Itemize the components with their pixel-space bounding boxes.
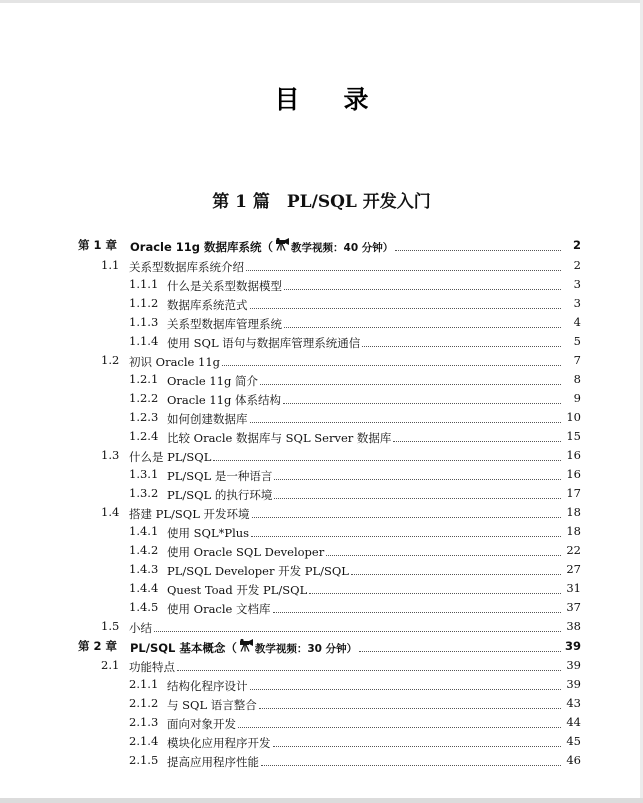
leader-dots	[351, 560, 561, 575]
toc-entry[interactable]	[0, 351, 643, 370]
toc-entry-page: 8	[573, 372, 581, 386]
toc-entry-title: 与 SQL 语言整合	[167, 698, 257, 712]
leader-dots	[259, 694, 561, 709]
toc-entry-page: 10	[566, 410, 581, 424]
toc-entry[interactable]	[0, 370, 643, 389]
leader-dots	[283, 389, 561, 404]
toc-entry-title: 模块化应用程序开发	[167, 736, 271, 750]
toc-entry[interactable]	[0, 675, 643, 694]
toc-entry[interactable]	[0, 503, 643, 522]
leader-dots	[274, 465, 561, 480]
toc-entry[interactable]	[0, 751, 643, 770]
leader-dots	[222, 351, 561, 366]
toc-entry-page: 16	[566, 448, 581, 462]
leader-dots	[395, 236, 561, 251]
toc-entry-number: 2.1.3	[129, 715, 159, 729]
toc-entry[interactable]	[0, 656, 643, 675]
toc-entry-page: 2	[572, 238, 581, 252]
leader-dots	[284, 313, 561, 328]
leader-dots	[251, 522, 561, 537]
toc-entry-title: 使用 Oracle 文档库	[167, 602, 271, 616]
toc-entry-page: 3	[573, 277, 581, 291]
toc-entry-page: 9	[573, 391, 581, 405]
toc-entry-page: 45	[566, 734, 581, 748]
toc-entry-title: 数据库系统范式	[167, 298, 248, 312]
toc-entry[interactable]	[0, 522, 643, 541]
toc-entry-title: PL/SQL 是一种语言	[167, 469, 273, 483]
leader-dots	[284, 275, 561, 290]
page-title-char-1: 目	[274, 85, 300, 114]
toc-entry-page: 38	[566, 619, 581, 633]
page-title-char-2: 录	[343, 85, 369, 114]
toc-entry-page: 4	[573, 315, 581, 329]
leader-dots	[393, 427, 561, 442]
leader-dots	[250, 294, 562, 309]
leader-dots	[154, 617, 561, 632]
toc-entry-video-note: 教学视频：30 分钟）	[254, 643, 358, 655]
toc-entry-page: 16	[566, 467, 581, 481]
leader-dots	[238, 713, 561, 728]
toc-entry-title: 什么是 PL/SQL	[129, 450, 212, 464]
toc-entry-number: 1.1	[101, 258, 120, 272]
toc-entry-number: 1.2.4	[129, 429, 159, 443]
toc-entry-video-note: 教学视频：40 分钟）	[291, 242, 394, 254]
toc-entry-title: 使用 Oracle SQL Developer	[167, 545, 325, 559]
toc-entry-page: 7	[573, 353, 581, 367]
leader-dots	[252, 503, 561, 518]
toc-entry[interactable]	[0, 332, 643, 351]
toc-entry-number: 1.3.1	[129, 467, 159, 481]
leader-dots	[362, 332, 561, 347]
toc-entry-number: 1.2.1	[129, 372, 159, 386]
toc-entry-number: 1.2.3	[129, 410, 159, 424]
toc-entry-title: Oracle 11g 简介	[167, 374, 259, 388]
toc-entry[interactable]	[0, 541, 643, 560]
toc-entry-number: 第 2 章	[78, 639, 118, 653]
toc-entry-number: 1.3.2	[129, 486, 159, 500]
toc-entry-title: 小结	[129, 621, 152, 635]
toc-entry-number: 1.3	[101, 448, 120, 462]
toc-entry[interactable]	[0, 465, 643, 484]
toc-entry[interactable]	[0, 484, 643, 503]
toc-entry-page: 27	[566, 562, 581, 576]
toc-entry-number: 1.1.4	[129, 334, 159, 348]
toc-entry[interactable]	[0, 256, 643, 275]
leader-dots	[250, 675, 562, 690]
page-top-edge	[0, 0, 643, 3]
toc-entry-number: 1.2	[101, 353, 120, 367]
toc-entry-page: 46	[566, 753, 581, 767]
toc-entry-number: 1.1.3	[129, 315, 159, 329]
toc-entry[interactable]	[0, 694, 643, 713]
toc-entry-page: 39	[566, 658, 581, 672]
toc-entry-title: PL/SQL 基本概念（	[130, 641, 237, 655]
toc-entry[interactable]	[0, 617, 643, 636]
part-title: 第 1 篇 PL/SQL 开发入门	[212, 192, 431, 212]
toc-entry-page: 3	[573, 296, 581, 310]
toc-entry[interactable]	[0, 637, 643, 656]
toc-entry-number: 2.1.4	[129, 734, 159, 748]
toc-entry-title: PL/SQL Developer 开发 PL/SQL	[167, 564, 349, 578]
toc-entry[interactable]	[0, 427, 643, 446]
toc-entry-page: 18	[566, 505, 581, 519]
toc-entry-number: 1.4.2	[129, 543, 159, 557]
toc-entry-page: 31	[566, 581, 581, 595]
toc-entry[interactable]	[0, 732, 643, 751]
toc-entry-number: 1.4.4	[129, 581, 159, 595]
toc-entry[interactable]	[0, 446, 643, 465]
toc-entry-number: 1.4.3	[129, 562, 159, 576]
toc-entry-title: 关系型数据库系统介绍	[129, 260, 244, 274]
toc-entry-page: 17	[566, 486, 581, 500]
toc-entry[interactable]	[0, 275, 643, 294]
leader-dots	[246, 256, 561, 271]
toc-entry-title: 使用 SQL 语句与数据库管理系统通信	[167, 336, 361, 350]
toc-entry-number: 1.1.1	[129, 277, 159, 291]
toc-entry-page: 5	[573, 334, 581, 348]
toc-entry[interactable]	[0, 408, 643, 427]
leader-dots	[260, 370, 561, 385]
toc-entry[interactable]	[0, 713, 643, 732]
toc-entry-page: 2	[573, 258, 581, 272]
toc-entry-number: 1.4.5	[129, 600, 159, 614]
toc-entry-title: 什么是关系型数据模型	[167, 279, 282, 293]
toc-entry-number: 2.1.5	[129, 753, 159, 767]
toc-entry-page: 39	[566, 677, 581, 691]
toc-entry-page: 44	[566, 715, 581, 729]
toc-entry-number: 1.4	[101, 505, 120, 519]
toc-entry[interactable]	[0, 579, 643, 598]
toc-entry-number: 2.1	[101, 658, 120, 672]
leader-dots	[250, 408, 562, 423]
toc-entry-number: 1.4.1	[129, 524, 159, 538]
toc-entry-title: Oracle 11g 数据库系统（	[130, 240, 274, 254]
toc-entry-title: 功能特点	[129, 660, 175, 674]
toc-entry-page: 43	[566, 696, 581, 710]
toc-entry-number: 1.2.2	[129, 391, 159, 405]
toc-entry-number: 1.1.2	[129, 296, 159, 310]
leader-dots	[326, 541, 561, 556]
leader-dots	[261, 751, 561, 766]
page-title	[0, 80, 643, 116]
toc-entry[interactable]	[0, 236, 643, 255]
leader-dots	[177, 656, 561, 671]
toc-entry-number: 2.1.1	[129, 677, 159, 691]
toc-entry-title: Quest Toad 开发 PL/SQL	[167, 583, 308, 597]
video-camera-icon	[274, 237, 290, 251]
toc-entry-number: 2.1.2	[129, 696, 159, 710]
toc-entry-title: 面向对象开发	[167, 717, 236, 731]
toc-entry-title: Oracle 11g 体系结构	[167, 393, 282, 407]
toc-entry-page: 15	[566, 429, 581, 443]
toc-entry-title: 比较 Oracle 数据库与 SQL Server 数据库	[167, 431, 392, 445]
toc-entry-title: 使用 SQL*Plus	[167, 526, 250, 540]
toc-entry-page: 37	[566, 600, 581, 614]
toc-entry-number: 1.5	[101, 619, 120, 633]
toc-entry-title: PL/SQL 的执行环境	[167, 488, 273, 502]
toc-entry-number: 第 1 章	[78, 238, 118, 252]
leader-dots	[273, 598, 561, 613]
toc-entry[interactable]	[0, 389, 643, 408]
toc-entry-title: 初识 Oracle 11g	[129, 355, 221, 369]
toc-entry[interactable]	[0, 294, 643, 313]
toc-entry-page: 22	[566, 543, 581, 557]
toc-entry-page: 18	[566, 524, 581, 538]
toc-entry-title: 结构化程序设计	[167, 679, 248, 693]
toc-entry[interactable]	[0, 560, 643, 579]
toc-entry-title: 关系型数据库管理系统	[167, 317, 282, 331]
toc-entry-page: 39	[565, 639, 582, 653]
toc-entry-title: 如何创建数据库	[167, 412, 248, 426]
toc-entry[interactable]	[0, 313, 643, 332]
leader-dots	[274, 484, 561, 499]
leader-dots	[309, 579, 561, 594]
leader-dots	[213, 446, 561, 461]
video-camera-icon	[238, 638, 254, 652]
page-bottom-edge	[0, 798, 643, 803]
leader-dots	[273, 732, 562, 747]
toc-entry-title: 搭建 PL/SQL 开发环境	[129, 507, 250, 521]
leader-dots	[359, 637, 561, 652]
toc-entry-title: 提高应用程序性能	[167, 755, 259, 769]
toc-entry[interactable]	[0, 598, 643, 617]
